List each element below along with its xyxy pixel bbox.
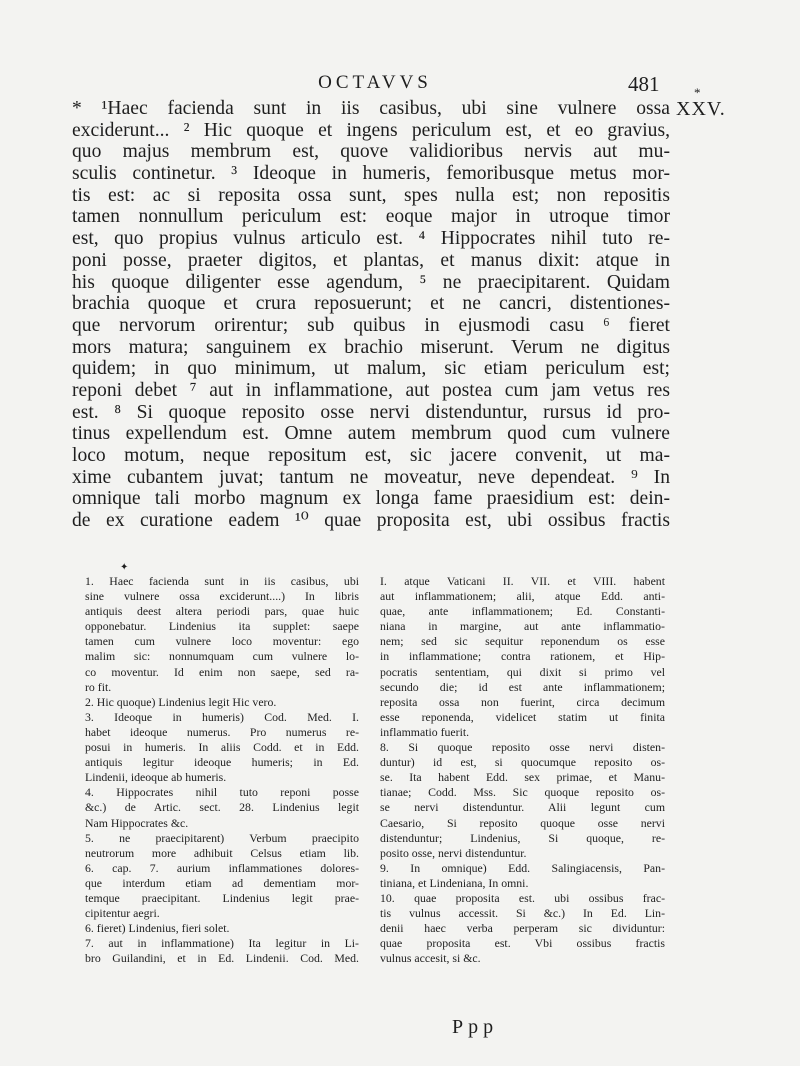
footnote-line: 8. Si quoque reposito osse nervi disten- — [380, 740, 665, 755]
text-line: poni posse, praeter digitos, et plantas, et manus dixit: atque in — [72, 249, 670, 271]
chapter-number: XXV. — [676, 98, 726, 120]
footnote-line: 1. Haec facienda sunt in iis casibus, ubi — [85, 574, 359, 588]
footnote-line: secundo die; id est ante inflammationem; — [380, 679, 665, 694]
footnote-line: aut inflammationem; alii, atque Edd. anti- — [380, 589, 665, 604]
text-line: est, quo propius vulnus articulo est. ⁴ Hippocrates nihil tuto re- — [72, 228, 670, 250]
footnote-line: que interdum etiam ad dementiam mor- — [85, 875, 359, 890]
footnote-line: temque praecipitant. Lindenius legit prae- — [85, 890, 359, 905]
text-line: mors matura; sanguinem ex brachio miserunt. Verum ne digitus — [72, 336, 670, 358]
footnote-line: antiquis legitur ideoque humeris; in Ed. — [85, 755, 359, 770]
footnote-line: quae, ante inflammationem; Ed. Constanti- — [380, 604, 665, 619]
text-line: reponi debet ⁷ aut in inflammatione, aut postea cum jam vetus res — [72, 379, 670, 401]
footnotes-right-column — [380, 574, 665, 966]
text-line: de ex curatione eadem ¹⁰ quae proposita est, ubi ossibus fractis — [72, 510, 670, 532]
text-line: exciderunt... ² Hic quoque et ingens periculum est, et eo gravius, — [72, 119, 670, 141]
footnote-line: 10. quae proposita est. ubi ossibus frac- — [380, 890, 665, 905]
footnote-line: posui in humeris. In aliis Codd. et in Edd. — [85, 740, 359, 755]
footnote-line: ro fit. — [85, 679, 112, 694]
footnote-line: co moventur. Id enim non saepe, sed ra- — [85, 664, 359, 679]
footnote-line: niana in margine, aut ante inflammatio- — [380, 619, 665, 634]
footnote-line: sine vulnere ossa exciderunt....) In libris — [85, 589, 359, 604]
footnote-line: 3. Ideoque in humeris) Cod. Med. I. — [85, 709, 359, 724]
footnote-line: opponebatur. Lindenius ita supplet: saepe — [85, 619, 359, 634]
footnote-line: Caesario, Si reposito quoque osse nervi — [380, 815, 665, 830]
text-line: quidem; in quo minimum, ut malum, sic etiam periculum est; — [72, 358, 670, 380]
footnote-line: tianae; Codd. Mss. Sic quoque reposito os- — [380, 785, 665, 800]
footnote-line: quae proposita est. Vbi ossibus fractis — [380, 936, 665, 951]
footnote-line: cipitentur aegri. — [85, 906, 160, 921]
footnote-line: esse reponenda, videlicet statim ut finita — [380, 709, 665, 724]
footnote-line: vulnus accesit, si &c. — [380, 951, 481, 966]
footnote-line: antiquis deest altera periodi pars, quae huic — [85, 604, 359, 619]
footnote-line: bro Guilandini, et in Ed. Lindenii. Cod. Med. — [85, 951, 359, 966]
footnote-line: 6. fieret) Lindenius, fieri solet. — [85, 921, 230, 936]
footnote-line: 4. Hippocrates nihil tuto reponi posse — [85, 785, 359, 800]
text-line: tis est: ac si reposita ossa sunt, spes nulla est; non repositis — [72, 184, 670, 206]
main-text-block — [72, 98, 670, 532]
footnotes-left-column — [85, 574, 359, 966]
text-line: * ¹Haec facienda sunt in iis casibus, ubi sine vulnere ossa — [72, 98, 670, 119]
footnote-line: nem; sed sic sequitur reponendum os esse — [380, 634, 665, 649]
text-line: que nervorum orirentur; sub quibus in ejusmodi casu ⁶ fieret — [72, 314, 670, 336]
footnote-divider: ✦ — [120, 562, 129, 573]
text-line: tamen nonnullum periculum est: eoque major in utroque timor — [72, 206, 670, 228]
page-number: 481 — [628, 72, 660, 96]
chapter-margin-note — [676, 85, 726, 121]
signature-mark: Ppp — [452, 1016, 499, 1038]
text-line: brachia quoque et crura reposuerunt; et ne cancri, distentiones- — [72, 293, 670, 315]
text-line: xime cubantem juvat; tantum ne moveatur, neve dependeat. ⁹ In — [72, 466, 670, 488]
footnote-line: 9. In omnique) Edd. Salingiacensis, Pan- — [380, 860, 665, 875]
footnote-line: distenduntur; Lindenius, Si quoque, re- — [380, 830, 665, 845]
text-line: loco motum, neque repositum est, sic jacere convenit, ut ma- — [72, 445, 670, 466]
footnote-line: malim sic: nonnumquam cum vulnere lo- — [85, 649, 359, 664]
footnote-line: denii haec verba perperam sic dividuntur: — [380, 921, 665, 936]
footnote-line: 2. Hic quoque) Lindenius legit Hic vero. — [85, 694, 277, 709]
footnote-line: I. atque Vaticani II. VII. et VIII. habent — [380, 574, 665, 588]
footnote-line: tiniana, et Lindeniana, In omni. — [380, 875, 529, 890]
footnote-line: &c.) de Artic. sect. 28. Lindenius legit — [85, 800, 359, 815]
text-line: sculis continetur. ³ Ideoque in humeris, femoribusque metus mor- — [72, 163, 670, 185]
text-line: est. ⁸ Si quoque reposito osse nervi distenduntur, rursus id pro- — [72, 401, 670, 423]
running-head — [0, 72, 800, 96]
footnote-line: inflammatio fuerit. — [380, 724, 470, 739]
footnote-line: Nam Hippocrates &c. — [85, 815, 189, 830]
margin-star: * — [694, 85, 702, 100]
footnote-line: 5. ne praecipitarent) Verbum praecipito — [85, 830, 359, 845]
footnote-line: 7. aut in inflammatione) Ita legitur in Li- — [85, 936, 359, 951]
footnote-line: se nervi distenduntur. Alii legunt cum — [380, 800, 665, 815]
text-line: his quoque diligenter esse agendum, ⁵ ne praecipitarent. Quidam — [72, 271, 670, 293]
footnote-line: Lindenii, ideoque ab humeris. — [85, 770, 227, 785]
footnote-line: neutrorum more adhibuit Celsus etiam lib. — [85, 845, 359, 860]
footnote-line: posito osse, nervi distenduntur. — [380, 845, 527, 860]
text-line: tinus expellendum est. Omne autem membrum quod cum vulnere — [72, 423, 670, 445]
footnote-line: habet ideoque numerus. Pro numerus re- — [85, 724, 359, 739]
footnote-line: 6. cap. 7. aurium inflammationes dolores- — [85, 860, 359, 875]
footnote-line: tis vulnus accessit. Si &c.) In Ed. Lin- — [380, 906, 665, 921]
text-line: quo majus membrum est, quove validioribus nervis aut mu- — [72, 141, 670, 163]
footnote-line: duntur) id est, si quocumque reposito os- — [380, 755, 665, 770]
footnote-line: pocratis sententiam, qui dixit si primo vel — [380, 664, 665, 679]
footnote-line: reposita ossa non fuerint, circa decimum — [380, 694, 665, 709]
footnote-line: se. Ita habent Edd. sex primae, et Manu- — [380, 770, 665, 785]
running-head-title: OCTAVVS — [318, 72, 432, 93]
footnote-line: tamen cum vulnere loco moventur: ego — [85, 634, 359, 649]
footnote-line: in inflammatione; contra rationem, et Hip- — [380, 649, 665, 664]
text-line: omnique tali morbo magnum ex longa fame praesidium est: dein- — [72, 488, 670, 510]
